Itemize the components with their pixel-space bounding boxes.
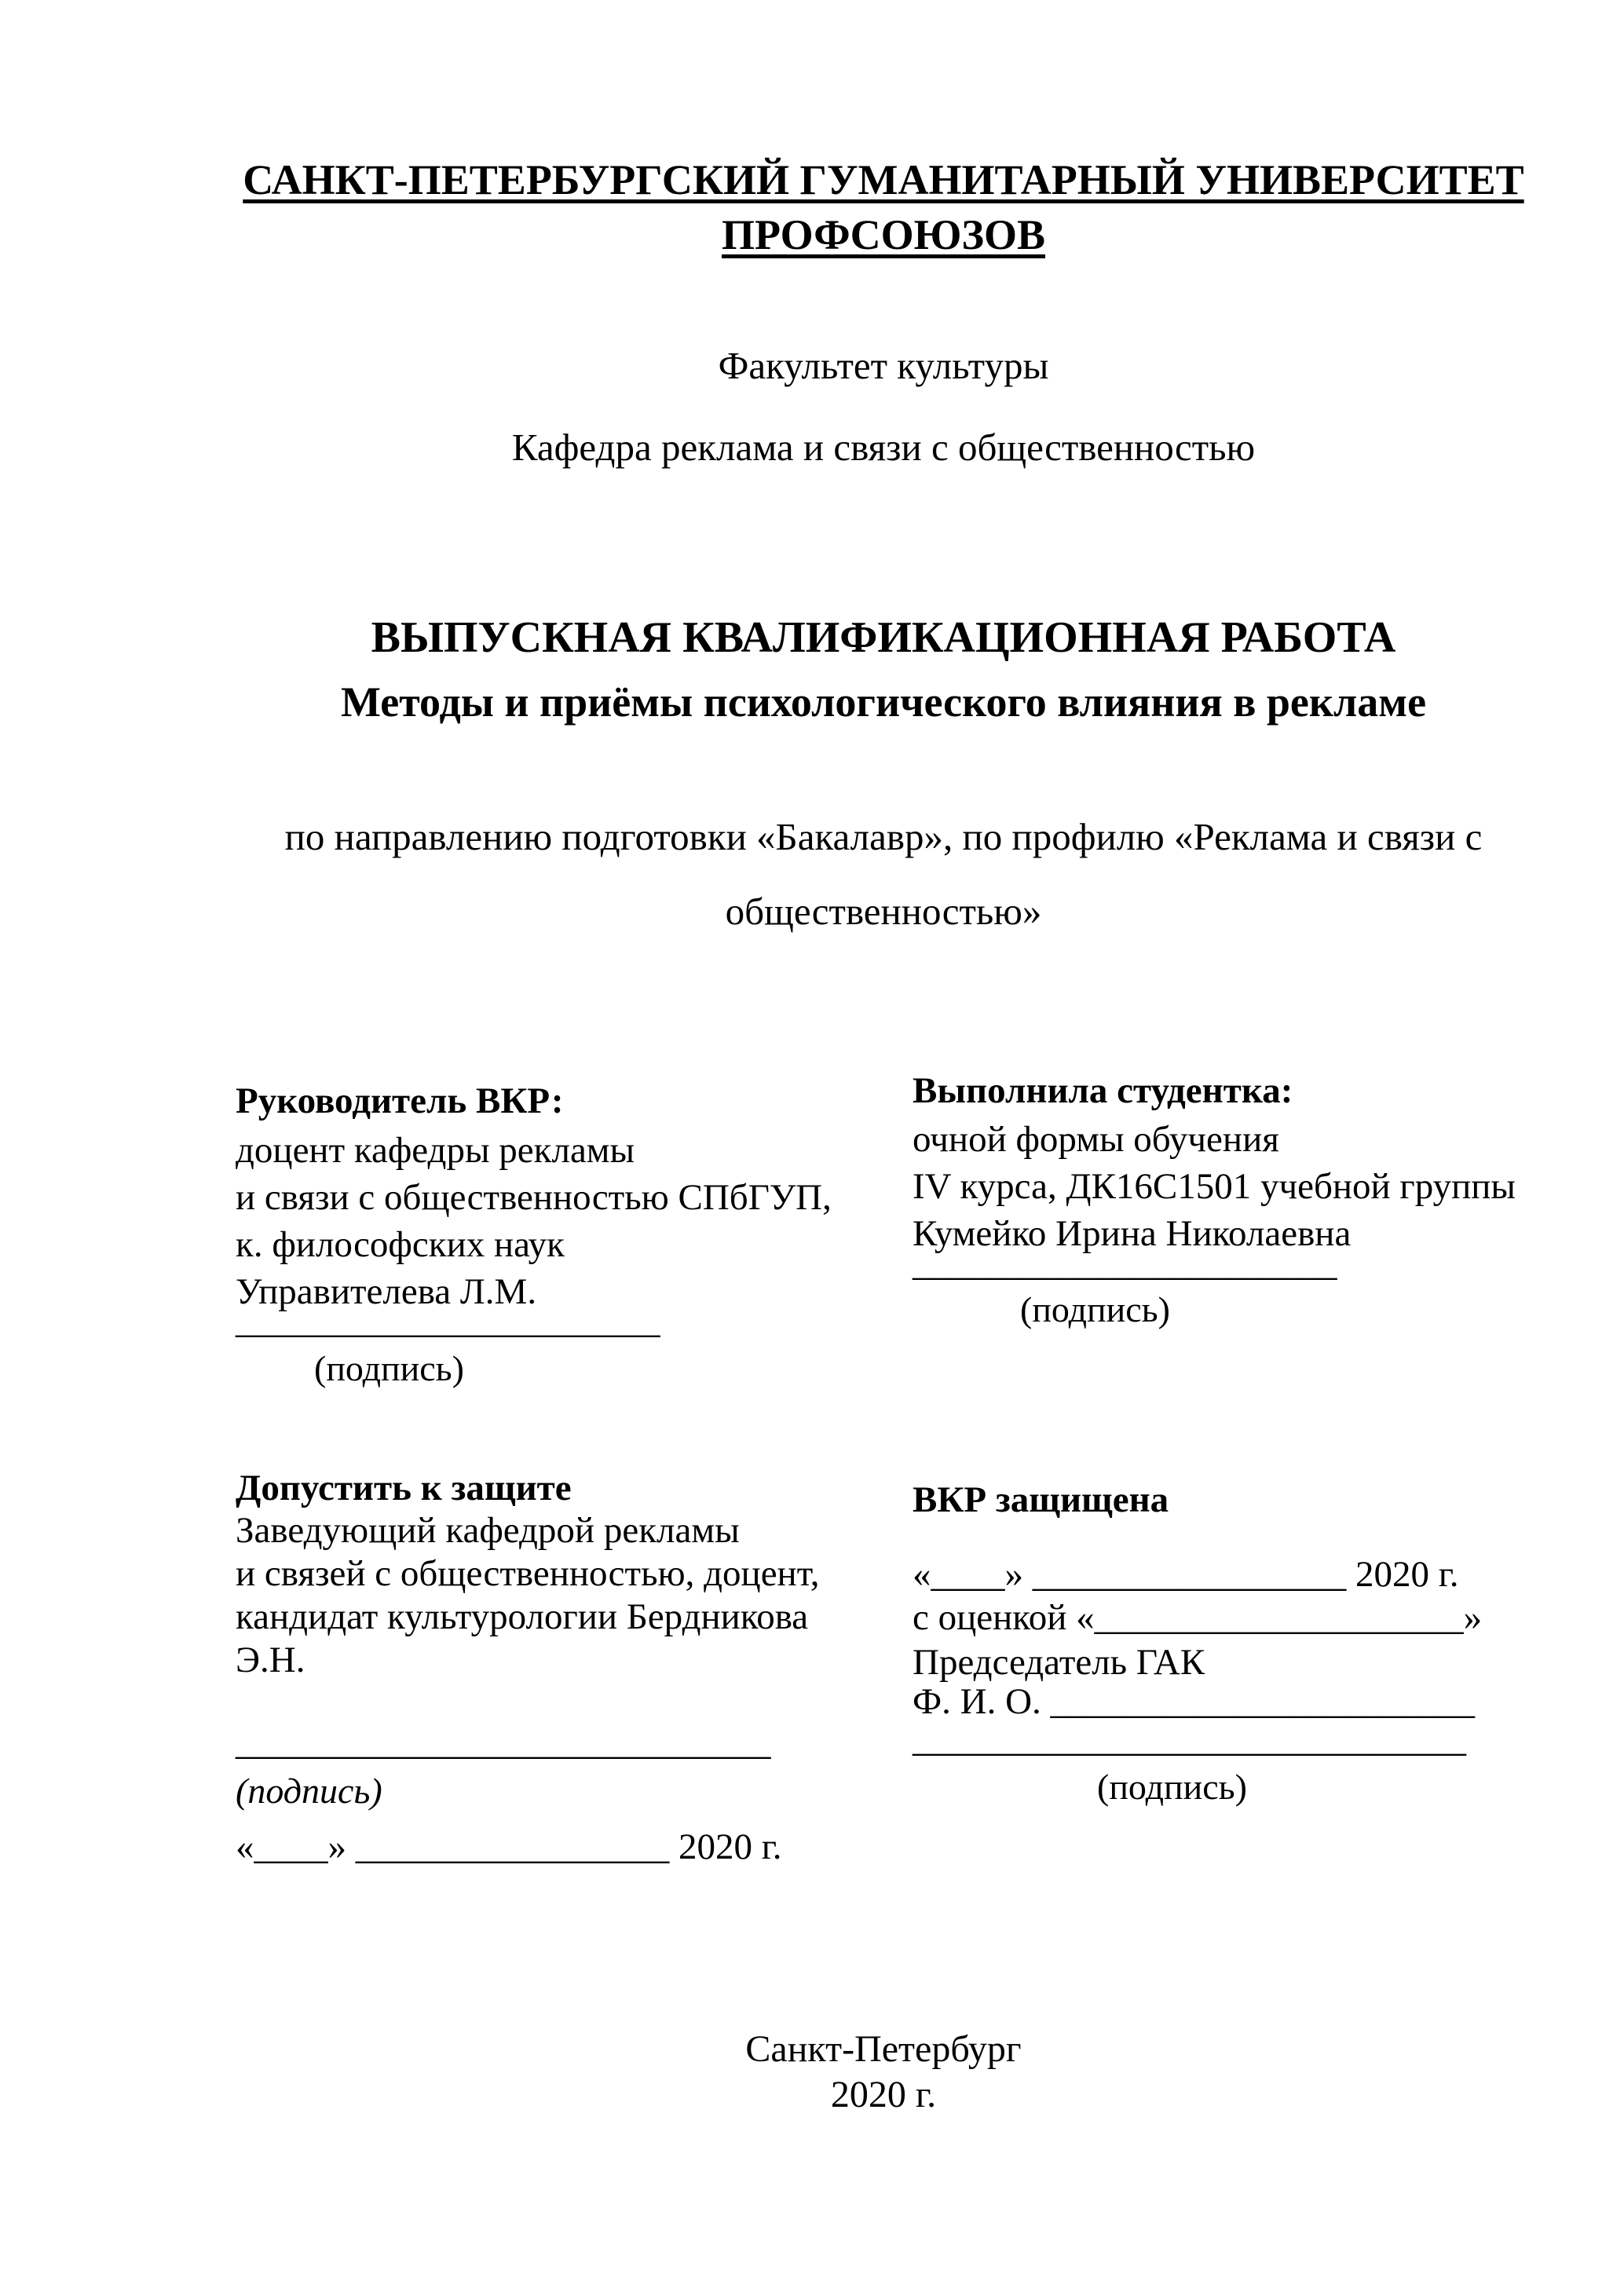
admission-signature-line: _____________________________	[236, 1722, 771, 1763]
defense-chairman-line: Председатель ГАК	[913, 1642, 1205, 1683]
thesis-title: Методы и приёмы психологического влияния в рекламе	[340, 678, 1427, 726]
student-signature-caption: (подпись)	[1020, 1289, 1170, 1329]
defense-signature-line: ______________________________	[913, 1719, 1466, 1760]
supervisor-line: доцент кафедры рекламы	[236, 1130, 635, 1171]
department-line: Кафедра реклама и связи с общественностью	[511, 426, 1256, 469]
program-line1: по направлению подготовки «Бакалавр», по профилю «Реклама и связи с	[284, 815, 1483, 858]
admission-line: и связей с общественностью, доцент,	[236, 1553, 820, 1594]
footer-year: 2020 г.	[830, 2074, 937, 2115]
supervisor-heading: Руководитель ВКР:	[236, 1080, 564, 1121]
university-name-line2: ПРОФСОЮЗОВ	[721, 211, 1046, 258]
admission-signature-caption: (подпись)	[236, 1771, 382, 1811]
student-name: Кумейко Ирина Николаевна	[913, 1213, 1352, 1254]
supervisor-signature-line: _______________________	[236, 1300, 660, 1341]
supervisor-line: и связи с общественностью СПбГУП,	[236, 1177, 832, 1218]
supervisor-name: Управителева Л.М.	[236, 1271, 537, 1312]
faculty-line: Факультет культуры	[718, 344, 1049, 387]
admission-heading: Допустить к защите	[236, 1468, 572, 1508]
defense-signature-caption: (подпись)	[1097, 1767, 1247, 1807]
student-line: IV курса, ДК16С1501 учебной группы	[913, 1166, 1516, 1207]
university-name-line1: САНКТ-ПЕТЕРБУРГСКИЙ ГУМАНИТАРНЫЙ УНИВЕРСИТЕТ	[243, 156, 1524, 203]
admission-line: Э.Н.	[236, 1640, 305, 1680]
defense-heading: ВКР защищена	[913, 1479, 1169, 1520]
program-line2: общественностью»	[725, 890, 1042, 933]
admission-line: Заведующий кафедрой рекламы	[236, 1510, 740, 1551]
supervisor-line: к. философских наук	[236, 1224, 565, 1265]
footer-city: Санкт-Петербург	[745, 2028, 1022, 2070]
student-signature-line: _______________________	[913, 1243, 1337, 1284]
supervisor-signature-caption: (подпись)	[314, 1348, 464, 1388]
defense-date-line: «____» _________________ 2020 г.	[913, 1554, 1459, 1595]
student-line: очной формы обучения	[913, 1119, 1279, 1160]
thesis-type-heading: ВЫПУСКНАЯ КВАЛИФИКАЦИОННАЯ РАБОТА	[371, 613, 1396, 662]
defense-grade-line: с оценкой «____________________»	[913, 1597, 1483, 1638]
student-heading: Выполнила студентка:	[913, 1070, 1293, 1111]
admission-line: кандидат культурологии Бердникова	[236, 1596, 809, 1637]
defense-name-line: Ф. И. О. _______________________	[913, 1681, 1476, 1722]
admission-date-line: «____» _________________ 2020 г.	[236, 1826, 782, 1867]
